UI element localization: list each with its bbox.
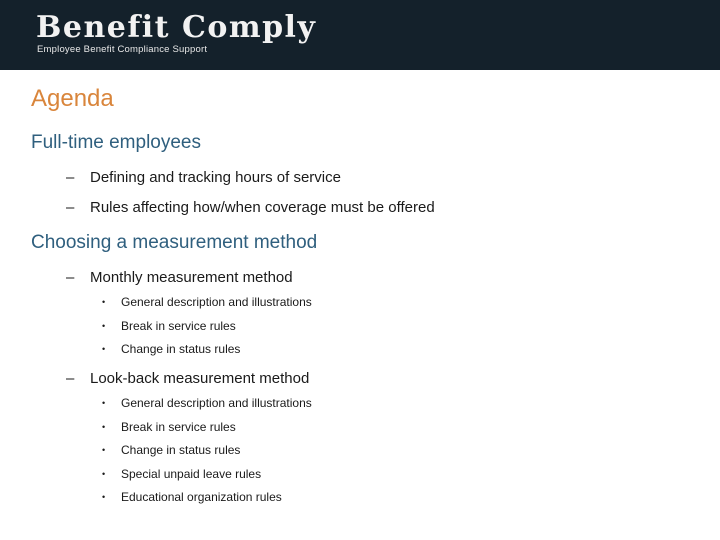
sub-list-item-text: General description and illustrations xyxy=(121,396,312,410)
sub-list-item-text: Educational organization rules xyxy=(121,490,282,504)
sub-list-item xyxy=(102,490,282,504)
sub-list-item xyxy=(102,467,261,481)
list-item xyxy=(66,370,309,387)
bullet-marker: • xyxy=(102,445,106,455)
bullet-marker: • xyxy=(102,297,106,307)
sub-list-item xyxy=(102,319,236,333)
agenda-title: Agenda xyxy=(31,85,114,112)
list-item-text: Look-back measurement method xyxy=(90,370,310,387)
section-heading-measurement-method: Choosing a measurement method xyxy=(31,232,318,253)
sub-list-item-text: Break in service rules xyxy=(121,420,236,434)
bullet-marker: • xyxy=(102,492,106,502)
bullet-marker: • xyxy=(102,422,106,432)
sub-list-item xyxy=(102,342,240,356)
list-item xyxy=(66,269,293,286)
sub-list-item-text: Special unpaid leave rules xyxy=(121,467,262,481)
bullet-marker: • xyxy=(102,398,106,408)
sub-list-item xyxy=(102,443,240,457)
dash-marker: – xyxy=(66,169,75,186)
bullet-marker: • xyxy=(102,344,106,354)
dash-marker: – xyxy=(66,199,75,216)
dash-marker: – xyxy=(66,370,75,387)
bullet-marker: • xyxy=(102,321,106,331)
list-item xyxy=(66,199,435,216)
list-item-text: Rules affecting how/when coverage must be offered xyxy=(90,199,435,216)
sub-list-item-text: Change in status rules xyxy=(121,443,241,457)
sub-list-item-text: General description and illustrations xyxy=(121,295,312,309)
section-heading-full-time-employees: Full-time employees xyxy=(31,132,201,153)
logo-title: Benefit Comply xyxy=(36,10,317,45)
sub-list-item-text: Change in status rules xyxy=(121,342,241,356)
sub-list-item xyxy=(102,396,312,410)
list-item-text: Defining and tracking hours of service xyxy=(90,169,341,186)
sub-list-item xyxy=(102,420,236,434)
list-item xyxy=(66,169,341,186)
sub-list-item xyxy=(102,295,312,309)
bullet-marker: • xyxy=(102,469,106,479)
dash-marker: – xyxy=(66,269,75,286)
sub-list-item-text: Break in service rules xyxy=(121,319,236,333)
list-item-text: Monthly measurement method xyxy=(90,269,293,286)
logo-subtitle: Employee Benefit Compliance Support xyxy=(37,44,208,55)
